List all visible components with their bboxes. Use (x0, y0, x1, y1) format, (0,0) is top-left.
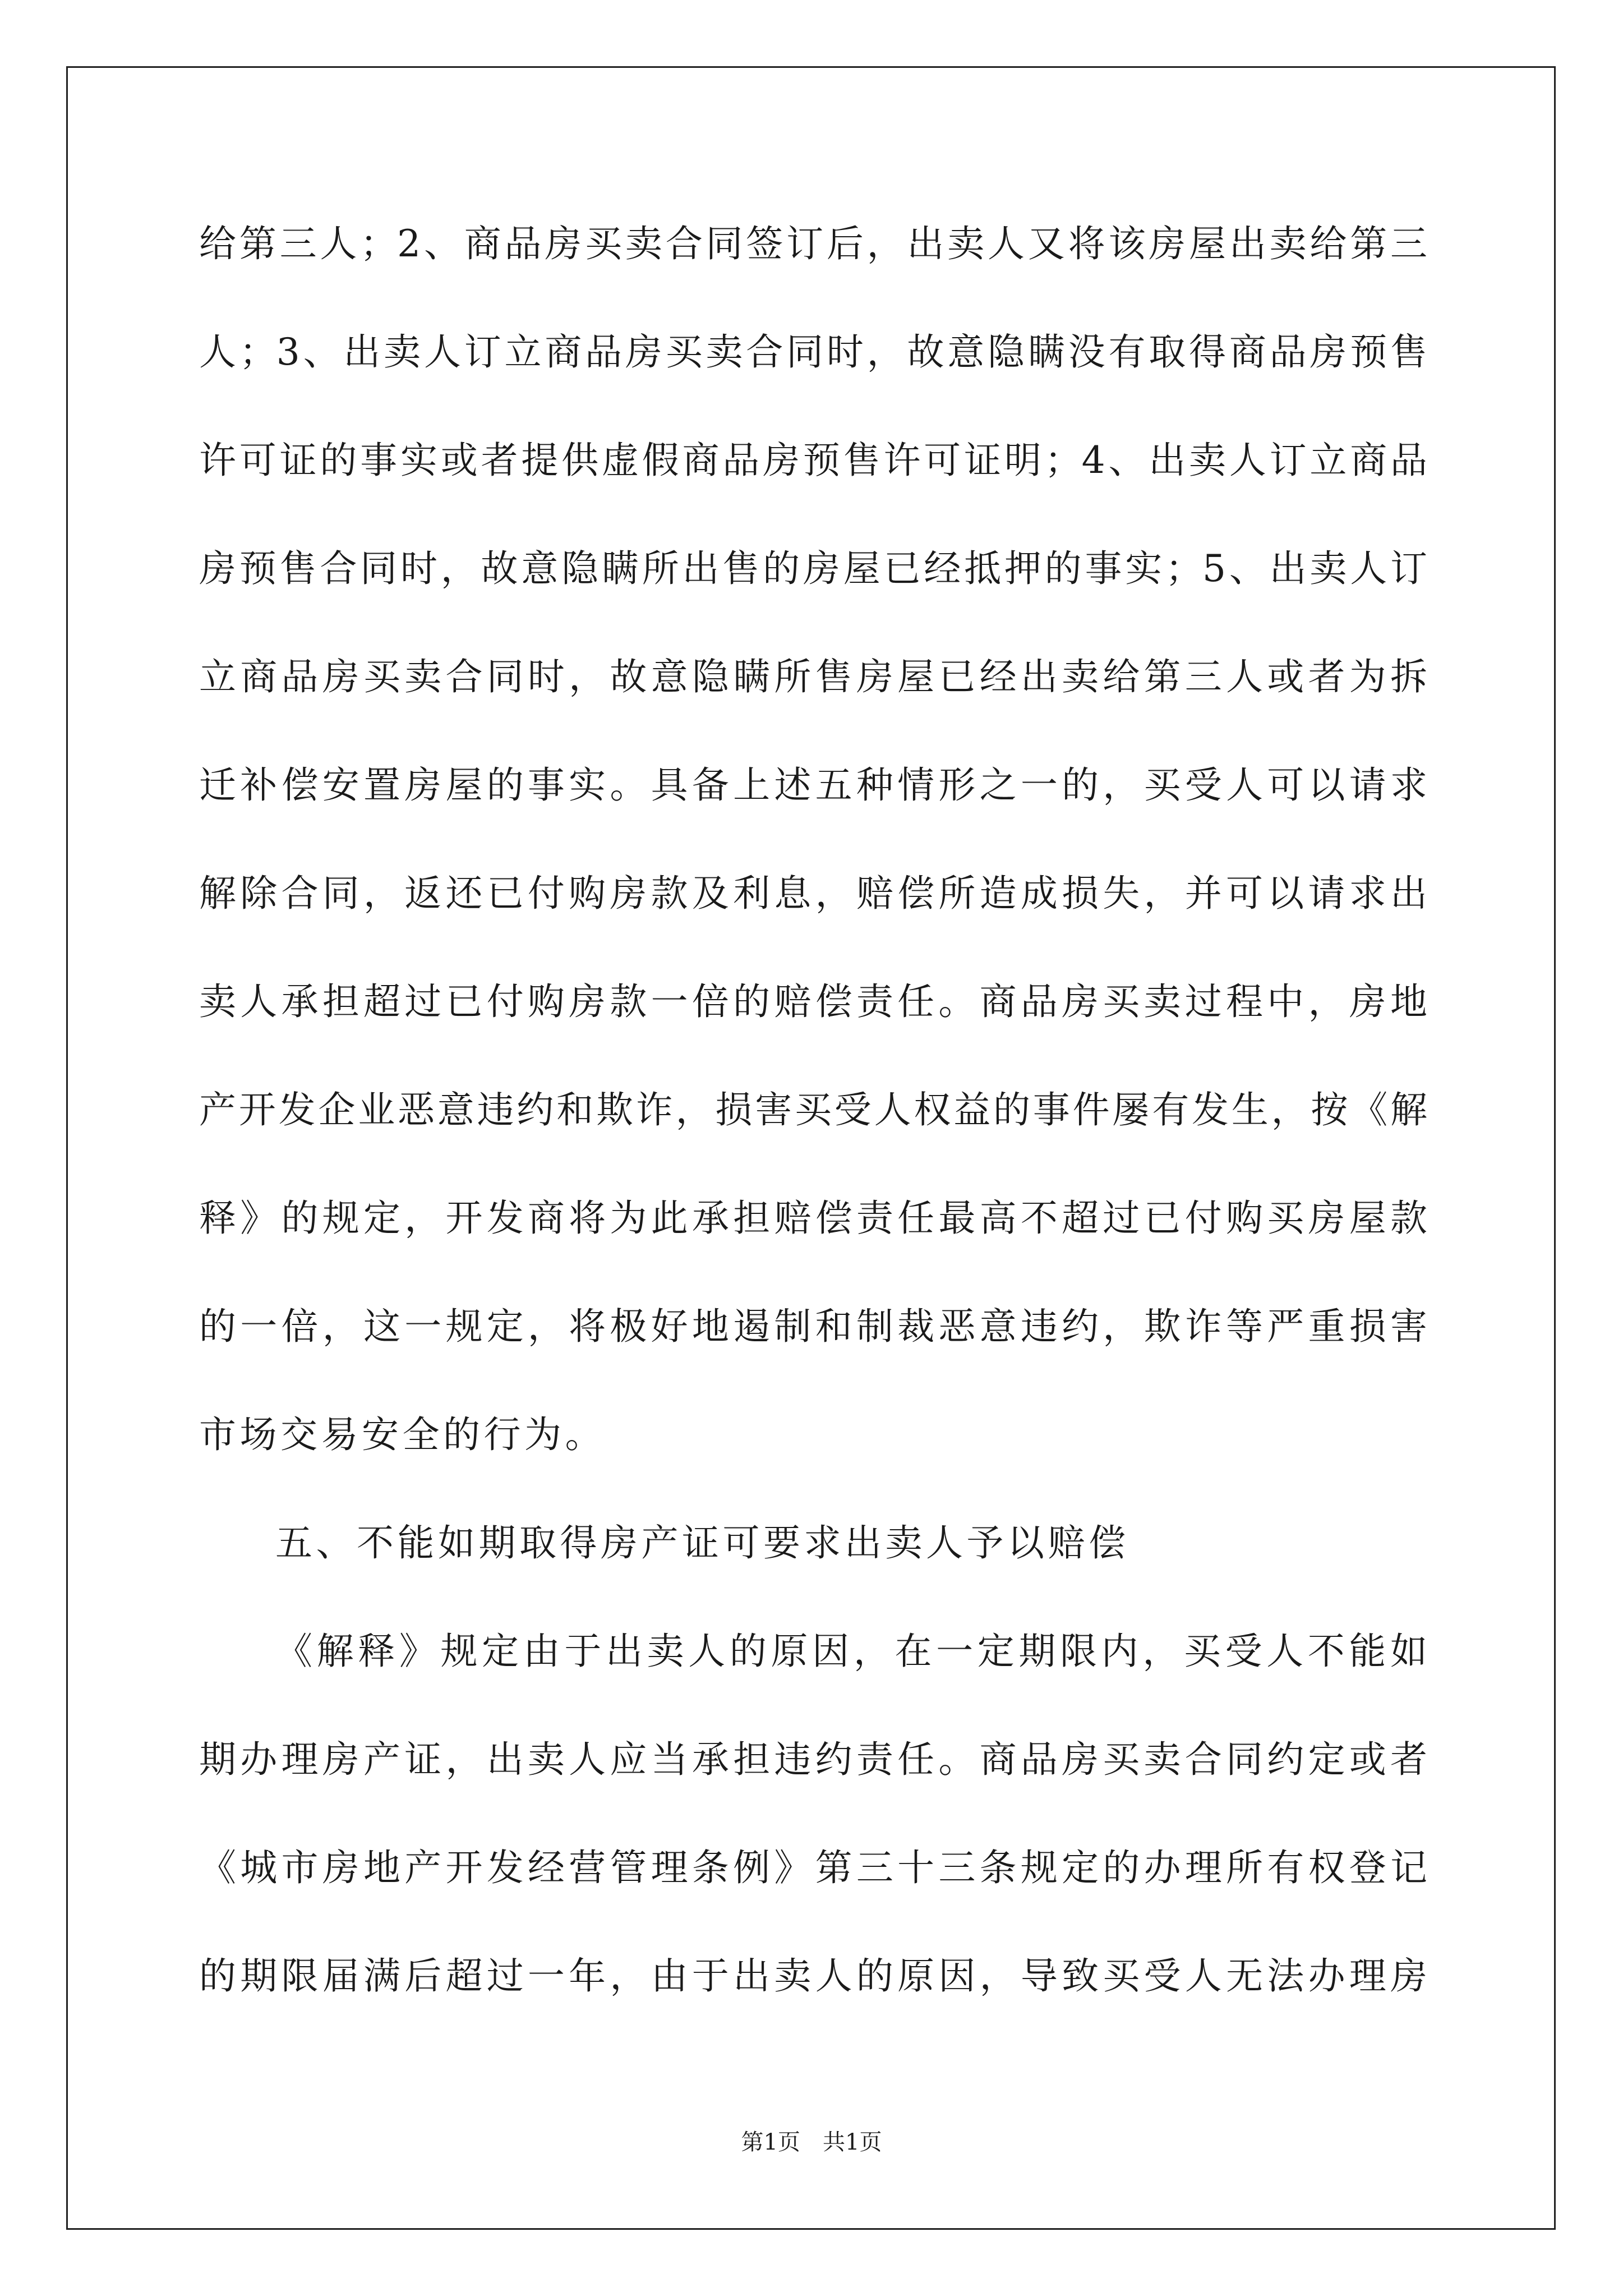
text-line: 释》的规定，开发商将为此承担赔偿责任最高不超过已付购买房屋款 (199, 1197, 1427, 1240)
page-footer: 第1页 共1页 (741, 2129, 882, 2155)
text-line: 的期限届满后超过一年，由于出卖人的原因，导致买受人无法办理房 (199, 1954, 1427, 1998)
text-line: 人；3、出卖人订立商品房买卖合同时，故意隐瞒没有取得商品房预售 (199, 330, 1427, 374)
text-line: 解除合同，返还已付购房款及利息，赔偿所造成损失，并可以请求出 (199, 872, 1427, 915)
text-line: 的一倍，这一规定，将极好地遏制和制裁恶意违约，欺诈等严重损害 (199, 1305, 1427, 1348)
text-line: 《城市房地产开发经营管理条例》第三十三条规定的办理所有权登记 (199, 1846, 1427, 1889)
text-line: 房预售合同时，故意隐瞒所出售的房屋已经抵押的事实；5、出卖人订 (199, 547, 1427, 590)
text-line: 迁补偿安置房屋的事实。具备上述五种情形之一的，买受人可以请求 (199, 763, 1427, 807)
text-line: 许可证的事实或者提供虚假商品房预售许可证明；4、出卖人订立商品 (199, 439, 1427, 482)
text-line: 卖人承担超过已付购房款一倍的赔偿责任。商品房买卖过程中，房地 (199, 980, 1427, 1023)
text-line: 产开发企业恶意违约和欺诈，损害买受人权益的事件屡有发生，按《解 (199, 1088, 1427, 1131)
paragraph-first-line: 《解释》规定由于出卖人的原因，在一定期限内，买受人不能如 (275, 1630, 1427, 1673)
paragraph-end-line: 市场交易安全的行为。 (199, 1413, 606, 1456)
section-heading: 五、不能如期取得房产证可要求出卖人予以赔偿 (275, 1521, 1129, 1565)
text-line: 期办理房产证，出卖人应当承担违约责任。商品房买卖合同约定或者 (199, 1738, 1427, 1781)
document-body (199, 219, 1427, 2059)
text-line: 给第三人；2、商品房买卖合同签订后，出卖人又将该房屋出卖给第三 (199, 222, 1427, 265)
text-line: 立商品房买卖合同时，故意隐瞒所售房屋已经出卖给第三人或者为拆 (199, 655, 1427, 698)
